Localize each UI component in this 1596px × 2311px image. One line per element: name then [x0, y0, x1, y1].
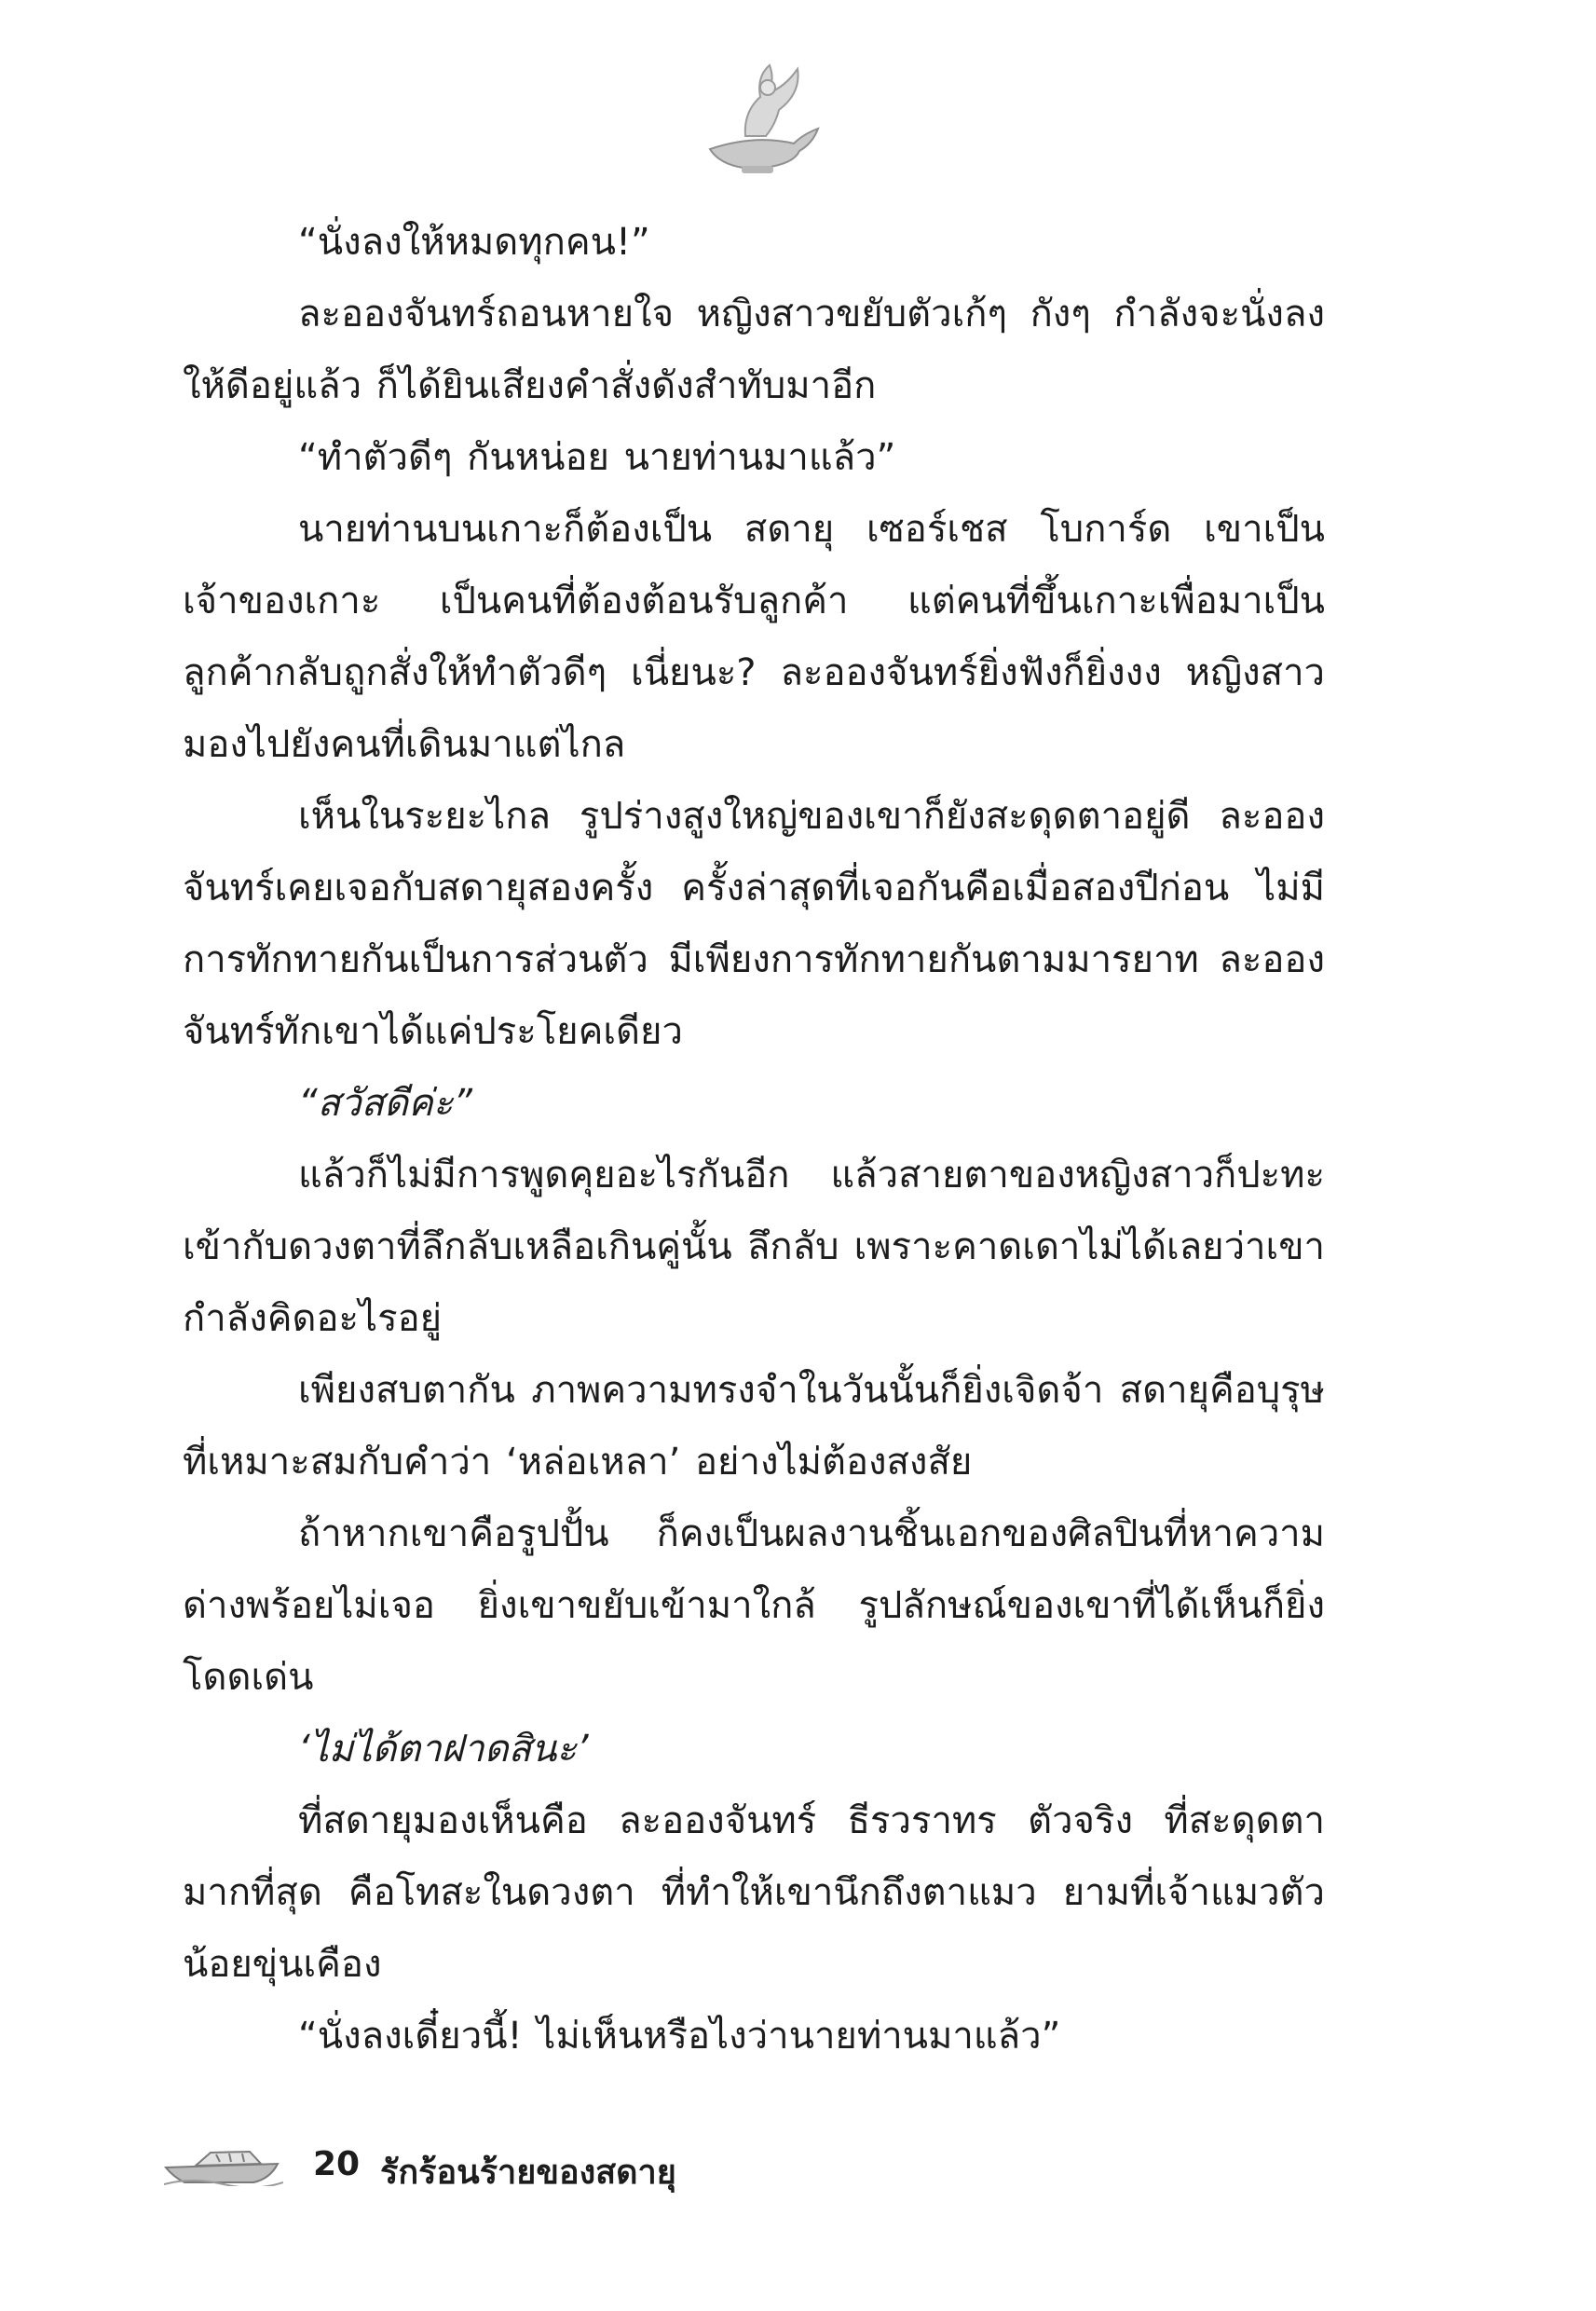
page-number: 20 [313, 2145, 361, 2183]
paragraph: ละอองจันทร์ถอนหายใจ หญิงสาวขยับตัวเก้ๆ กังๆ กำลังจะนั่งลงให้ดีอยู่แล้ว ก็ได้ยินเสียงคำสั่งดังสำทับมาอีก [183, 293, 1325, 407]
paragraph: “ทำตัวดีๆ กันหน่อย นายท่านมาแล้ว” [298, 436, 896, 479]
paragraph: ‘ไม่ได้ตาฝาดสินะ’ [298, 1728, 589, 1771]
genie-lamp-icon [689, 56, 825, 177]
paragraph: นายท่านบนเกาะก็ต้องเป็น สดายุ เซอร์เชส โบการ์ด เขาเป็นเจ้าของเกาะ เป็นคนที่ต้องต้อนรับลูกค้า แต่คนที่ขึ้นเกาะเพื่อมาเป็นลูกค้ากลับถูกสั่งให้ทำตัวดีๆ เนี่ยนะ? ละอองจันทร์ยิ่งฟังก็ยิ่งงง หญิงสาวมองไปยังคนที่เดินมาแต่ไกล [183, 508, 1325, 766]
paragraph: ที่สดายุมองเห็นคือ ละอองจันทร์ ธีรวราทร ตัวจริง ที่สะดุดตามากที่สุด คือโทสะในดวงตา ที่ทำให้เขานึกถึงตาแมว ยามที่เจ้าแมวตัวน้อยขุ่นเคือง [183, 1799, 1325, 1986]
paragraph: เพียงสบตากัน ภาพความทรงจำในวันนั้นก็ยิ่งเจิดจ้า สดายุคือบุรุษที่เหมาะสมกับคำว่า ‘หล่อเหลา’ อย่างไม่ต้องสงสัย [183, 1369, 1325, 1484]
paragraph: เห็นในระยะไกล รูปร่างสูงใหญ่ของเขาก็ยังสะดุดตาอยู่ดี ละอองจันทร์เคยเจอกับสดายุสองครั้ง ครั้งล่าสุดที่เจอกันคือเมื่อสองปีก่อน ไม่มีการทักทายกันเป็นการส่วนตัว มีเพียงการทักทายกันตามมารยาท ละอองจันทร์ทักเขาได้แค่ประโยคเดียว [183, 795, 1325, 1053]
paragraph: “นั่งลงเดี๋ยวนี้! ไม่เห็นหรือไงว่านายท่านมาแล้ว” [298, 2015, 1061, 2058]
page-footer [164, 2143, 1003, 2199]
paragraph: ถ้าหากเขาคือรูปปั้น ก็คงเป็นผลงานชิ้นเอกของศิลปินที่หาความด่างพร้อยไม่เจอ ยิ่งเขาขยับเข้ามาใกล้ รูปลักษณ์ของเขาที่ได้เห็นก็ยิ่งโดดเด่น [183, 1512, 1325, 1699]
speedboat-icon [164, 2143, 283, 2186]
paragraph: “สวัสดีค่ะ” [298, 1082, 472, 1125]
story-text [183, 207, 1325, 2072]
paragraph: “นั่งลงให้หมดทุกคน!” [298, 221, 650, 264]
paragraph: แล้วก็ไม่มีการพูดคุยอะไรกันอีก แล้วสายตาของหญิงสาวก็ปะทะเข้ากับดวงตาที่ลึกลับเหลือเกินคู่นั้น ลึกลับ เพราะคาดเดาไม่ได้เลยว่าเขากำลังคิดอะไรอยู่ [183, 1154, 1325, 1340]
book-title: รักร้อนร้ายของสดายุ [380, 2154, 676, 2192]
